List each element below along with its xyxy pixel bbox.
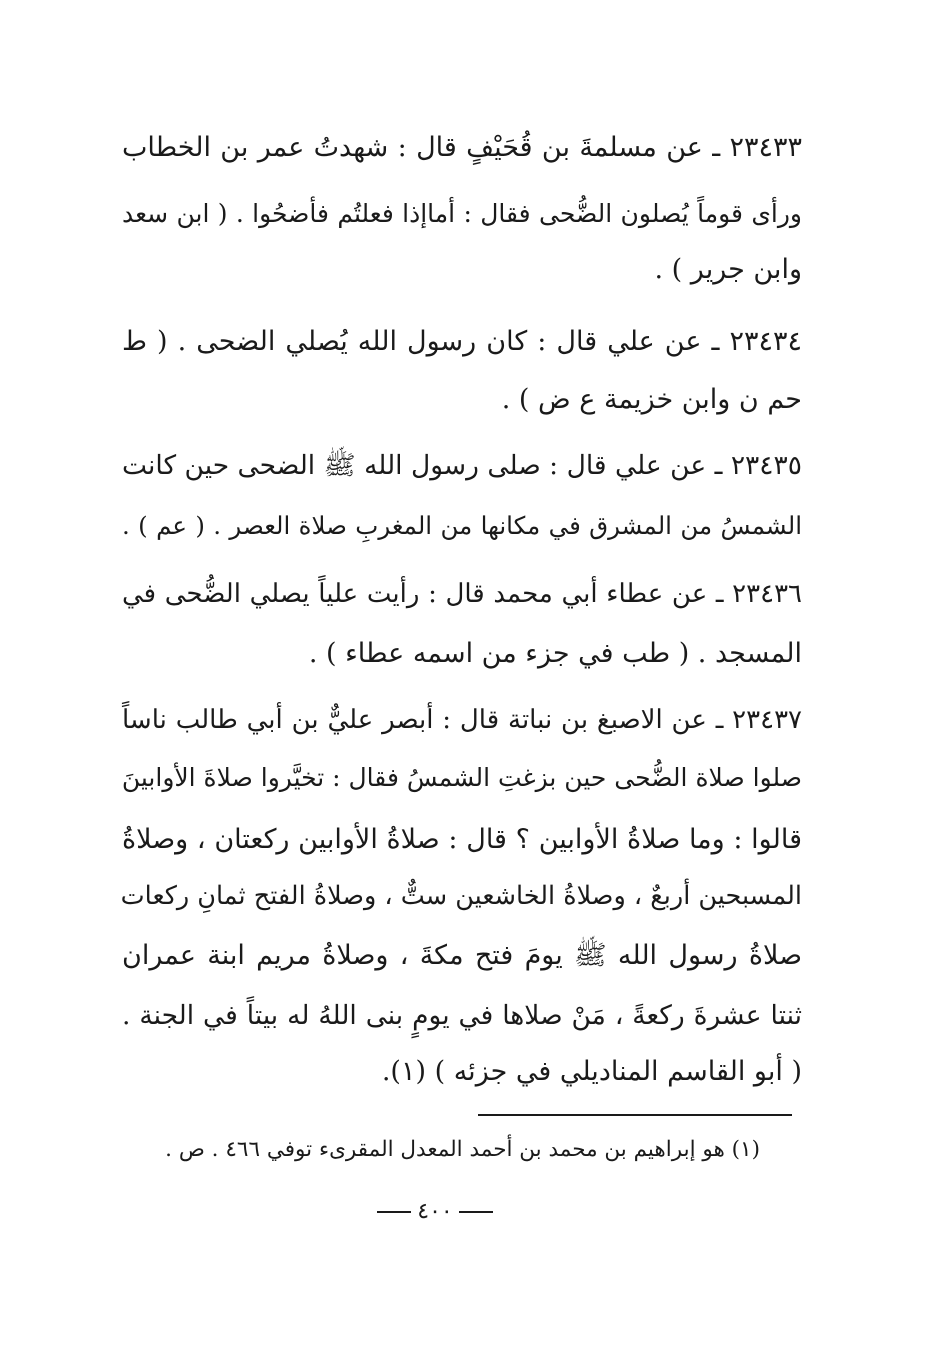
entry-23437-line-7: ( أبو القاسم المناديلي في جزئه ) (١). [381, 1056, 802, 1087]
entry-23437-line-2: صلوا صلاة الضُّحى حين بزغتِ الشمسُ فقال : تخيَّروا صلاةَ الأوابينَ [121, 763, 802, 792]
entry-23436-line-1: ٢٣٤٣٦ ـ عن عطاء أبي محمد قال : رأيت علياً يصلي الضُّحى في [122, 579, 802, 609]
page-number-dash-left [377, 1211, 411, 1213]
entry-23435-line-2: الشمسُ من المشرق في مكانها من المغربِ صلاة العصر . ( عم ) . [122, 511, 802, 540]
entry-23436-line-2: المسجد . ( طب في جزء من اسمه عطاء ) . [308, 638, 802, 669]
page-number: ٤٠٠ [417, 1199, 453, 1224]
entry-23437-line-1: ٢٣٤٣٧ ـ عن الاصبغ بن نباتة قال : أبصر عليٌّ بن أبي طالب ناساً [122, 705, 802, 735]
page-number-area [370, 1197, 500, 1227]
entry-23437-line-3: قالوا : وما صلاةُ الأوابين ؟ قال : صلاةُ الأوابين ركعتان ، وصلاةُ [122, 824, 802, 855]
entry-23433-line-3: وابن جرير ) . [654, 254, 802, 285]
entry-23434-line-2: حم ن وابن خزيمة ع ض ) . [501, 384, 802, 415]
entry-23434-line-1: ٢٣٤٣٤ ـ عن علي قال : كان رسول الله يُصلي الضحى . ( ط [122, 326, 802, 357]
footnote-divider [478, 1114, 792, 1116]
entry-23437-line-4: المسبحين أربعٌ ، وصلاةُ الخاشعين ستٌّ ، وصلاةُ الفتح ثمانِ ركعات [120, 881, 802, 911]
footnote: (١) هو إبراهيم بن محمد بن أحمد المعدل المقرىء توفي ٤٦٦ . ص . [165, 1137, 760, 1162]
entry-23433-line-1: ٢٣٤٣٣ ـ عن مسلمةَ بن قُحَيْفٍ قال : شهدتُ عمر بن الخطاب [122, 132, 802, 163]
entry-23433-line-2: ورأى قوماً يُصلون الضُّحى فقال : أماإذا فعلتُم فأضحُوا . ( ابن سعد [122, 199, 802, 228]
page-number-dash-right [459, 1211, 493, 1213]
entry-23437-line-5: صلاةُ رسول الله ﷺ يومَ فتح مكةَ ، وصلاةُ مريم ابنة عمران [122, 940, 802, 971]
entry-23435-line-1: ٢٣٤٣٥ ـ عن علي قال : صلى رسول الله ﷺ الضحى حين كانت [122, 450, 802, 481]
entry-23437-line-6: ثنتا عشرةَ ركعةً ، مَنْ صلاها في يومٍ بنى اللهُ له بيتاً في الجنة . [122, 1000, 802, 1031]
